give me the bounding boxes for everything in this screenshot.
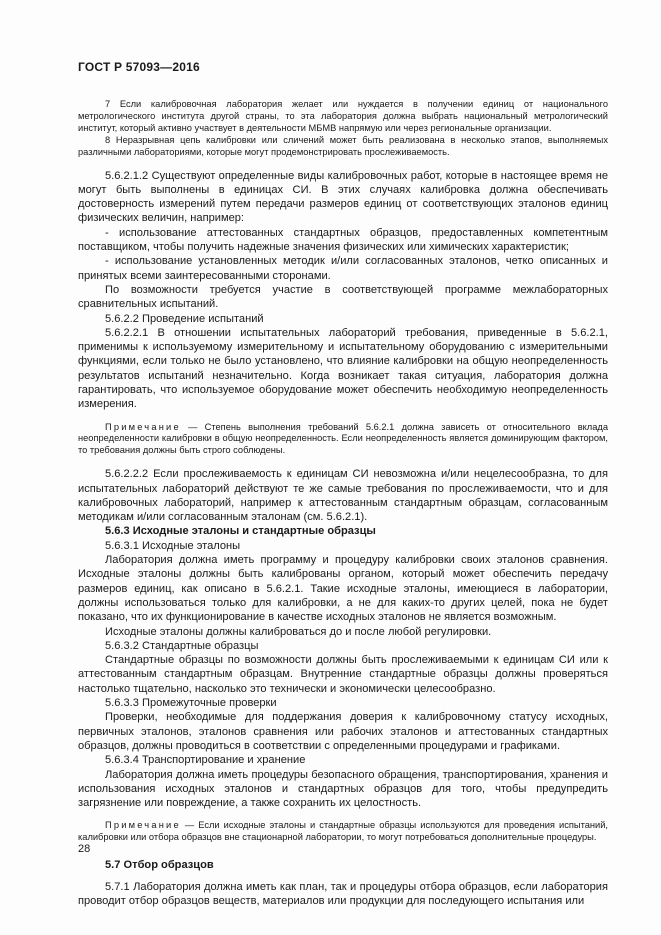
paragraph-calibrate-before-after: Исходные эталоны должны калиброваться до и после любой регулировки. [105, 625, 492, 638]
paragraph-5-6-3-4: Лаборатория должна иметь процедуры безопасного обращения, транспортирования, хранения и использования исходных эталонов и стандартных образцов для того, чтобы предупредить загрязнение или повреждение, а также сохранить их целостность. [78, 768, 608, 810]
paragraph-5-6-3-3: Проверки, необходимые для поддержания доверия к калибровочному статусу исходных, первичных эталонов, эталонов сравнения или рабочих эталонов и аттестованных стандартных образцов, должны проводиться в соответствии с определенными процедурами и графиками. [78, 711, 608, 752]
paragraph-interlab: По возможности требуется участие в соответствующей программе межлабораторных сравнительных испытаний. [78, 283, 608, 311]
list-item-methods: - использование установленных методик и/или согласованных эталонов, четко описанных и принятых всеми заинтересованными сторонами. [78, 255, 608, 282]
note-1-text: — Степень выполнения требований 5.6.2.1 должна зависеть от относительного вклада неопределенности калибровки в общую неопределенность. Если неопределенность является доминирующим фактором, то требования должны быть строго соблюдены. [78, 421, 608, 456]
paragraph-5-6-2-1-2: 5.6.2.1.2 Существуют определенные виды калибровочных работ, которые в настоящее время не могут быть выполнены в единицах СИ. В этих случаях калибровка должна обеспечивать достоверность измерений путем передачи размеров единиц от соответствующих эталонов единиц физических величин, например: [78, 169, 608, 225]
page-number: 28 [78, 843, 91, 855]
heading-5-6-3-3: 5.6.3.3 Промежуточные проверки [105, 697, 277, 710]
paragraph-5-6-3-1: Лаборатория должна иметь программу и процедуру калибровки своих эталонов сравнения. Исходные эталоны должны быть калиброваны органом, который может обеспечить передачу размеров единиц, как описано в 5.6.2.1. Такие исходные эталоны, имеющиеся в лаборатории, должны использоваться только для калибровки, а не для каких-то других целей, пока не будет показано, что их функционирование в качестве исходных эталонов не является возможным. [78, 554, 608, 624]
paragraph-5-6-2-2-1: 5.6.2.2.1 В отношении испытательных лабораторий требования, приведенные в 5.6.2.1, применимы к используемому измерительному и испытательному оборудованию с измерительными функциями, если только не было установлено, что влияние калибровки на общую неопределенность результатов испытаний незначительно. Когда возникает такая ситуация, лаборатория должна гарантировать, что используемое оборудование может обеспечить необходимую неопределенность измерения. [78, 326, 608, 411]
note-7: 7 Если калибровочная лаборатория желает или нуждается в получении единиц от национального метрологического института другой страны, то эта лаборатория должна выбрать национальный метрологический институт, который активно участвует в деятельности МБМВ напрямую или через региональные организации. [78, 99, 608, 133]
paragraph-5-6-3-2: Стандартные образцы по возможности должны быть прослеживаемыми к единицам СИ или к аттестованным стандартным образцам. Внутренние стандартные образцы должны проверяться настолько тщательно, насколько это технически и экономически целесообразно. [78, 654, 608, 695]
paragraph-5-6-2-2-2: 5.6.2.2.2 Если прослеживаемость к единицам СИ невозможна и/или нецелесообразна, то для испытательных лабораторий действуют те же самые требования по прослеживаемости, что и для калибровочных лабораторий, например к аттестованным стандартным образцам, согласованным методикам и/или согласованным эталонам (см. 5.6.2.1). [78, 468, 608, 524]
note-2-text: — Если исходные эталоны и стандартные образцы используются для проведения испытаний, калибровки или отбора образцов вне стационарной лаборатории, то могут потребоваться дополнительные процедуры. [78, 820, 608, 843]
note-2 [78, 820, 608, 844]
heading-5-6-2-2: 5.6.2.2 Проведение испытаний [105, 312, 264, 325]
document-body [78, 92, 608, 908]
heading-5-6-3: 5.6.3 Исходные эталоны и стандартные образцы [105, 525, 376, 538]
heading-5-6-3-4: 5.6.3.4 Транспортирование и хранение [105, 754, 306, 767]
heading-5-6-3-2: 5.6.3.2 Стандартные образцы [105, 639, 259, 652]
note-8: 8 Неразрывная цепь калибровки или сличений может быть реализована в несколько этапов, выполняемых различными лабораториями, которые могут продемонстрировать прослеживаемость. [78, 134, 608, 157]
note-1 [78, 422, 608, 458]
heading-5-7: 5.7 Отбор образцов [105, 859, 214, 872]
list-item-reference-materials: - использование аттестованных стандартных образцов, предоставленных компетентным поставщиком, чтобы получить надежные значения физических или химических характеристик; [78, 226, 608, 254]
note-label: Примечание [105, 820, 181, 831]
note-label: Примечание [105, 421, 181, 432]
document-header: ГОСТ Р 57093—2016 [78, 60, 200, 74]
paragraph-5-7-1: 5.7.1 Лаборатория должна иметь как план, так и процедуры отбора образцов, если лаборатория проводит отбор образцов веществ, материалов или продукции для последующего испытания или [78, 880, 608, 907]
heading-5-6-3-1: 5.6.3.1 Исходные эталоны [105, 539, 241, 552]
